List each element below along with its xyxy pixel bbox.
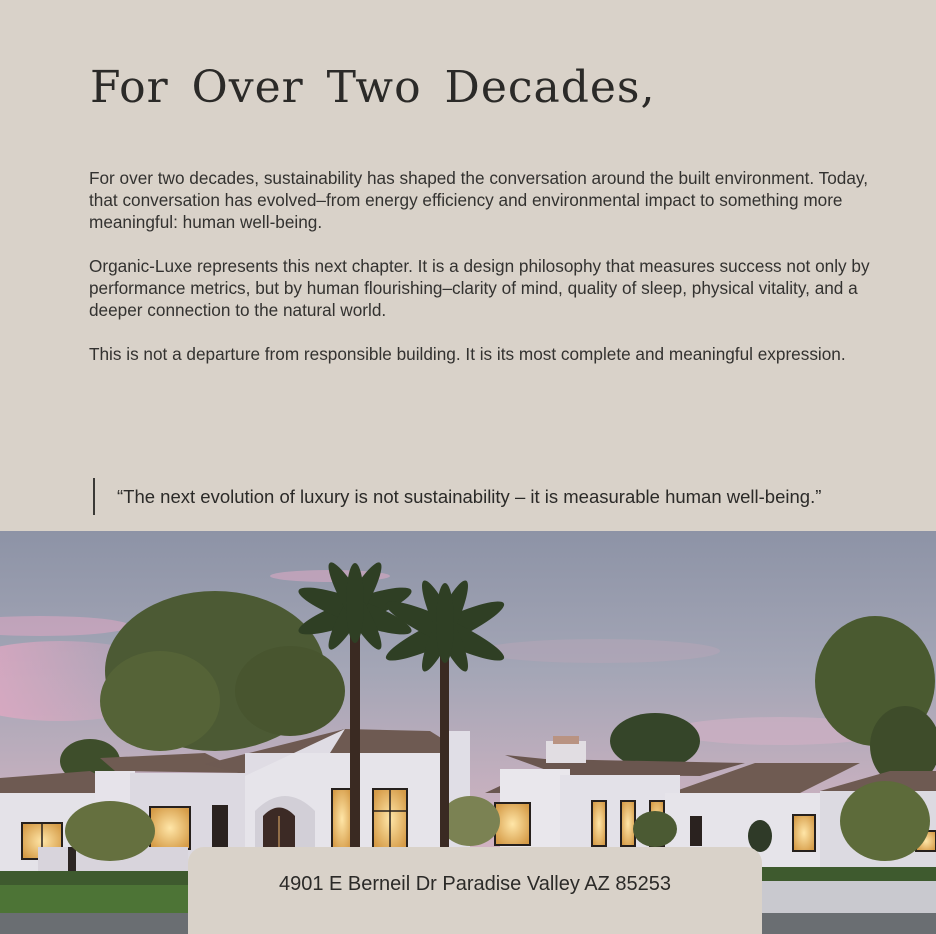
paragraph-2: Organic-Luxe represents this next chapter. It is a design philosophy that measures success not only by performance metrics, but by human flourishing–clarity of mind, quality of sleep, physical vitality, and a deeper connection to the natural world. [89,256,870,320]
paragraph-3: This is not a departure from responsible building. It is its most complete and meaningful expression. [89,344,846,364]
address-text: 4901 E Berneil Dr Paradise Valley AZ 85253 [278,873,672,895]
page-heading: For Over Two Decades, [90,62,656,113]
body-copy [89,167,879,387]
pull-quote [93,478,821,515]
address-card [188,847,762,934]
pull-quote-text: “The next evolution of luxury is not sustainability – it is measurable human well-being.” [117,485,822,507]
paragraph-1: For over two decades, sustainability has shaped the conversation around the built environment. Today, that conversation has evolved–from energy efficiency and environmental impact to something more meaningful: human well-being. [89,168,868,232]
